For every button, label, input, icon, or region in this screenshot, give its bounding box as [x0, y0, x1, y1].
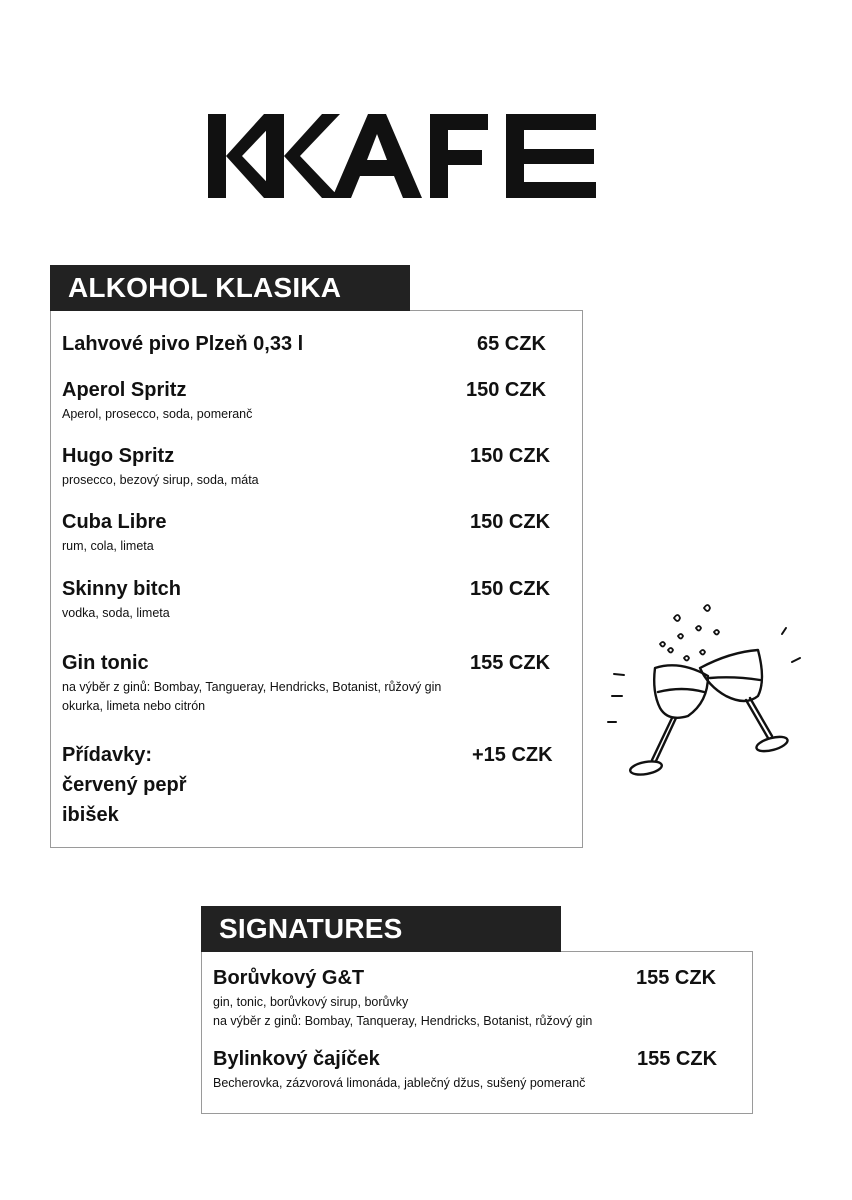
menu-item-price: 150 CZK — [470, 445, 551, 467]
menu-item-price: 150 CZK — [470, 578, 551, 600]
menu-item-price: 150 CZK — [470, 511, 551, 533]
menu-item-name: Lahvové pivo Plzeň 0,33 l — [62, 333, 304, 355]
menu-item-description: Aperol, prosecco, soda, pomeranč — [62, 407, 253, 421]
menu-item-name: Aperol Spritz — [62, 379, 187, 401]
menu-item-description: rum, cola, limeta — [62, 539, 154, 553]
addons-price: +15 CZK — [472, 744, 553, 766]
menu-item-price: 155 CZK — [636, 967, 717, 989]
toasting-glasses-illustration — [600, 596, 810, 786]
menu-item-name: Hugo Spritz — [62, 445, 175, 467]
menu-item-description: na výběr z ginů: Bombay, Tangueray, Hendricks, Botanist, růžový gin — [62, 680, 442, 694]
menu-item-price: 150 CZK — [466, 379, 547, 401]
menu-item-name: Borůvkový G&T — [213, 967, 365, 989]
menu-item-description: prosecco, bezový sirup, soda, máta — [62, 473, 259, 487]
menu-item-description: Becherovka, zázvorová limonáda, jablečný džus, sušený pomeranč — [213, 1076, 586, 1090]
addon-option: ibišek — [62, 804, 119, 826]
signatures-section-title: SIGNATURES — [201, 906, 561, 952]
menu-item-price: 65 CZK — [477, 333, 546, 355]
menu-item-price: 155 CZK — [637, 1048, 718, 1070]
menu-item-price: 155 CZK — [470, 652, 551, 674]
menu-item-description: na výběr z ginů: Bombay, Tanqueray, Hendricks, Botanist, růžový gin — [213, 1014, 593, 1028]
alkohol-section-title: ALKOHOL KLASIKA — [50, 265, 410, 311]
addon-option: červený pepř — [62, 774, 187, 796]
menu-item-name: Skinny bitch — [62, 578, 181, 600]
menu-item-description: gin, tonic, borůvkový sirup, borůvky — [213, 995, 409, 1009]
kkafe-logo — [208, 112, 598, 200]
menu-item-name: Gin tonic — [62, 652, 149, 674]
menu-item-name: Cuba Libre — [62, 511, 167, 533]
menu-item-name: Bylinkový čajíček — [213, 1048, 380, 1070]
menu-item-description: okurka, limeta nebo citrón — [62, 699, 206, 713]
menu-item-description: vodka, soda, limeta — [62, 606, 170, 620]
addons-title: Přídavky: — [62, 744, 153, 766]
